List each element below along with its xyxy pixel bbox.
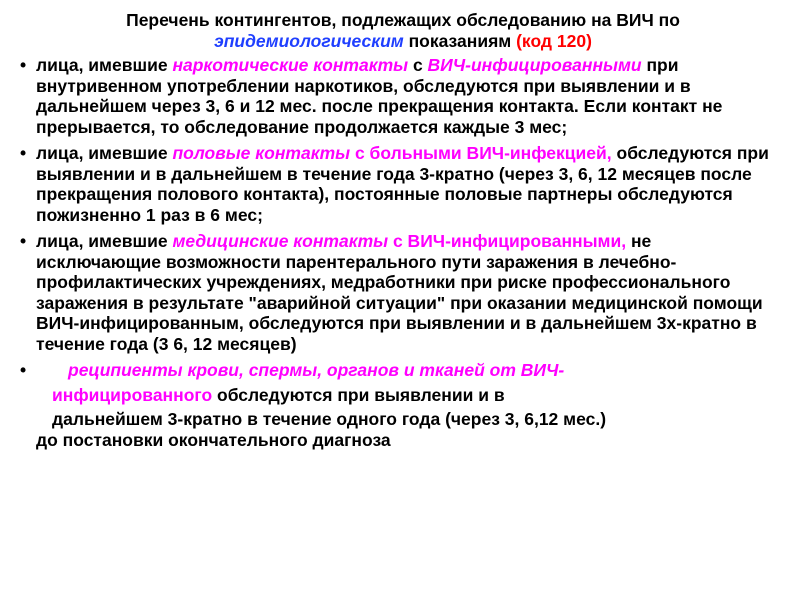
item-text-mid: с ВИЧ-инфицированными, xyxy=(388,231,627,251)
item-text-mid: с больными ВИЧ-инфекцией, xyxy=(350,143,612,163)
item-emphasis-2: ВИЧ-инфицированными xyxy=(427,55,642,75)
document-title xyxy=(20,10,776,51)
title-rest: показаниям xyxy=(403,30,517,51)
list-item xyxy=(20,55,776,137)
item-line-2-rest: обследуются при выявлении и в xyxy=(212,384,505,405)
item-text-pre: лица, имевшие xyxy=(36,231,173,251)
title-line1: Перечень контингентов, подлежащих обследованию на ВИЧ по xyxy=(126,10,680,30)
bullet-icon: • xyxy=(20,360,27,380)
item-text-mid: с xyxy=(408,55,428,75)
contingent-list xyxy=(20,55,776,450)
list-item xyxy=(20,143,776,225)
item-line-2 xyxy=(36,385,776,406)
title-emphasis: эпидемиологическим xyxy=(214,30,404,51)
bullet-icon: • xyxy=(20,143,27,163)
item-emphasis: половые контакты xyxy=(172,143,351,163)
title-code: (код 120) xyxy=(516,30,592,51)
item-emphasis: медицинские контакты xyxy=(172,231,389,251)
item-text-pre: лица, имевшие xyxy=(36,143,173,163)
item-text-post: не исключающие возможности парентерального пути заражения в лечебно-профилактических учреждениях, медработники при риске профессионального заражения в результате "аварийной ситуации" при оказании медицинской помощи ВИЧ-инфицированным, обследуются при выявлении и в дальнейшем 3х-кратно в течение года (3 6, 12 месяцев) xyxy=(36,231,763,354)
item-line-3: дальнейшем 3-кратно в течение одного года (через 3, 6,12 мес.) xyxy=(52,409,607,429)
item-text-post: обследуются при выявлении и в дальнейшем в течение года 3-кратно (через 3, 6, 12 месяцев после прекращения полового контакта), постоянные половые партнеры обследуются пожизненно 1 раз в 6 мес; xyxy=(36,143,769,225)
item-line-2-emphasis: инфицированного xyxy=(52,384,213,405)
item-text-pre: лица, имевшие xyxy=(36,55,173,75)
bullet-icon: • xyxy=(20,55,27,75)
list-item xyxy=(20,360,776,450)
item-text-post: при внутривенном употреблении наркотиков, обследуются при выявлении и в дальнейшем через 3, 6 и 12 мес. после прекращения контакта. Если контакт не прерывается, то обследование продолжается каждые 3 мес; xyxy=(36,55,723,137)
list-item xyxy=(20,231,776,354)
item-emphasis: наркотические контакты xyxy=(172,55,409,75)
bullet-icon: • xyxy=(20,231,27,251)
item-line-1: реципиенты крови, спермы, органов и тканей от ВИЧ- xyxy=(68,360,565,380)
item-line-4: до постановки окончательного диагноза xyxy=(36,429,391,450)
